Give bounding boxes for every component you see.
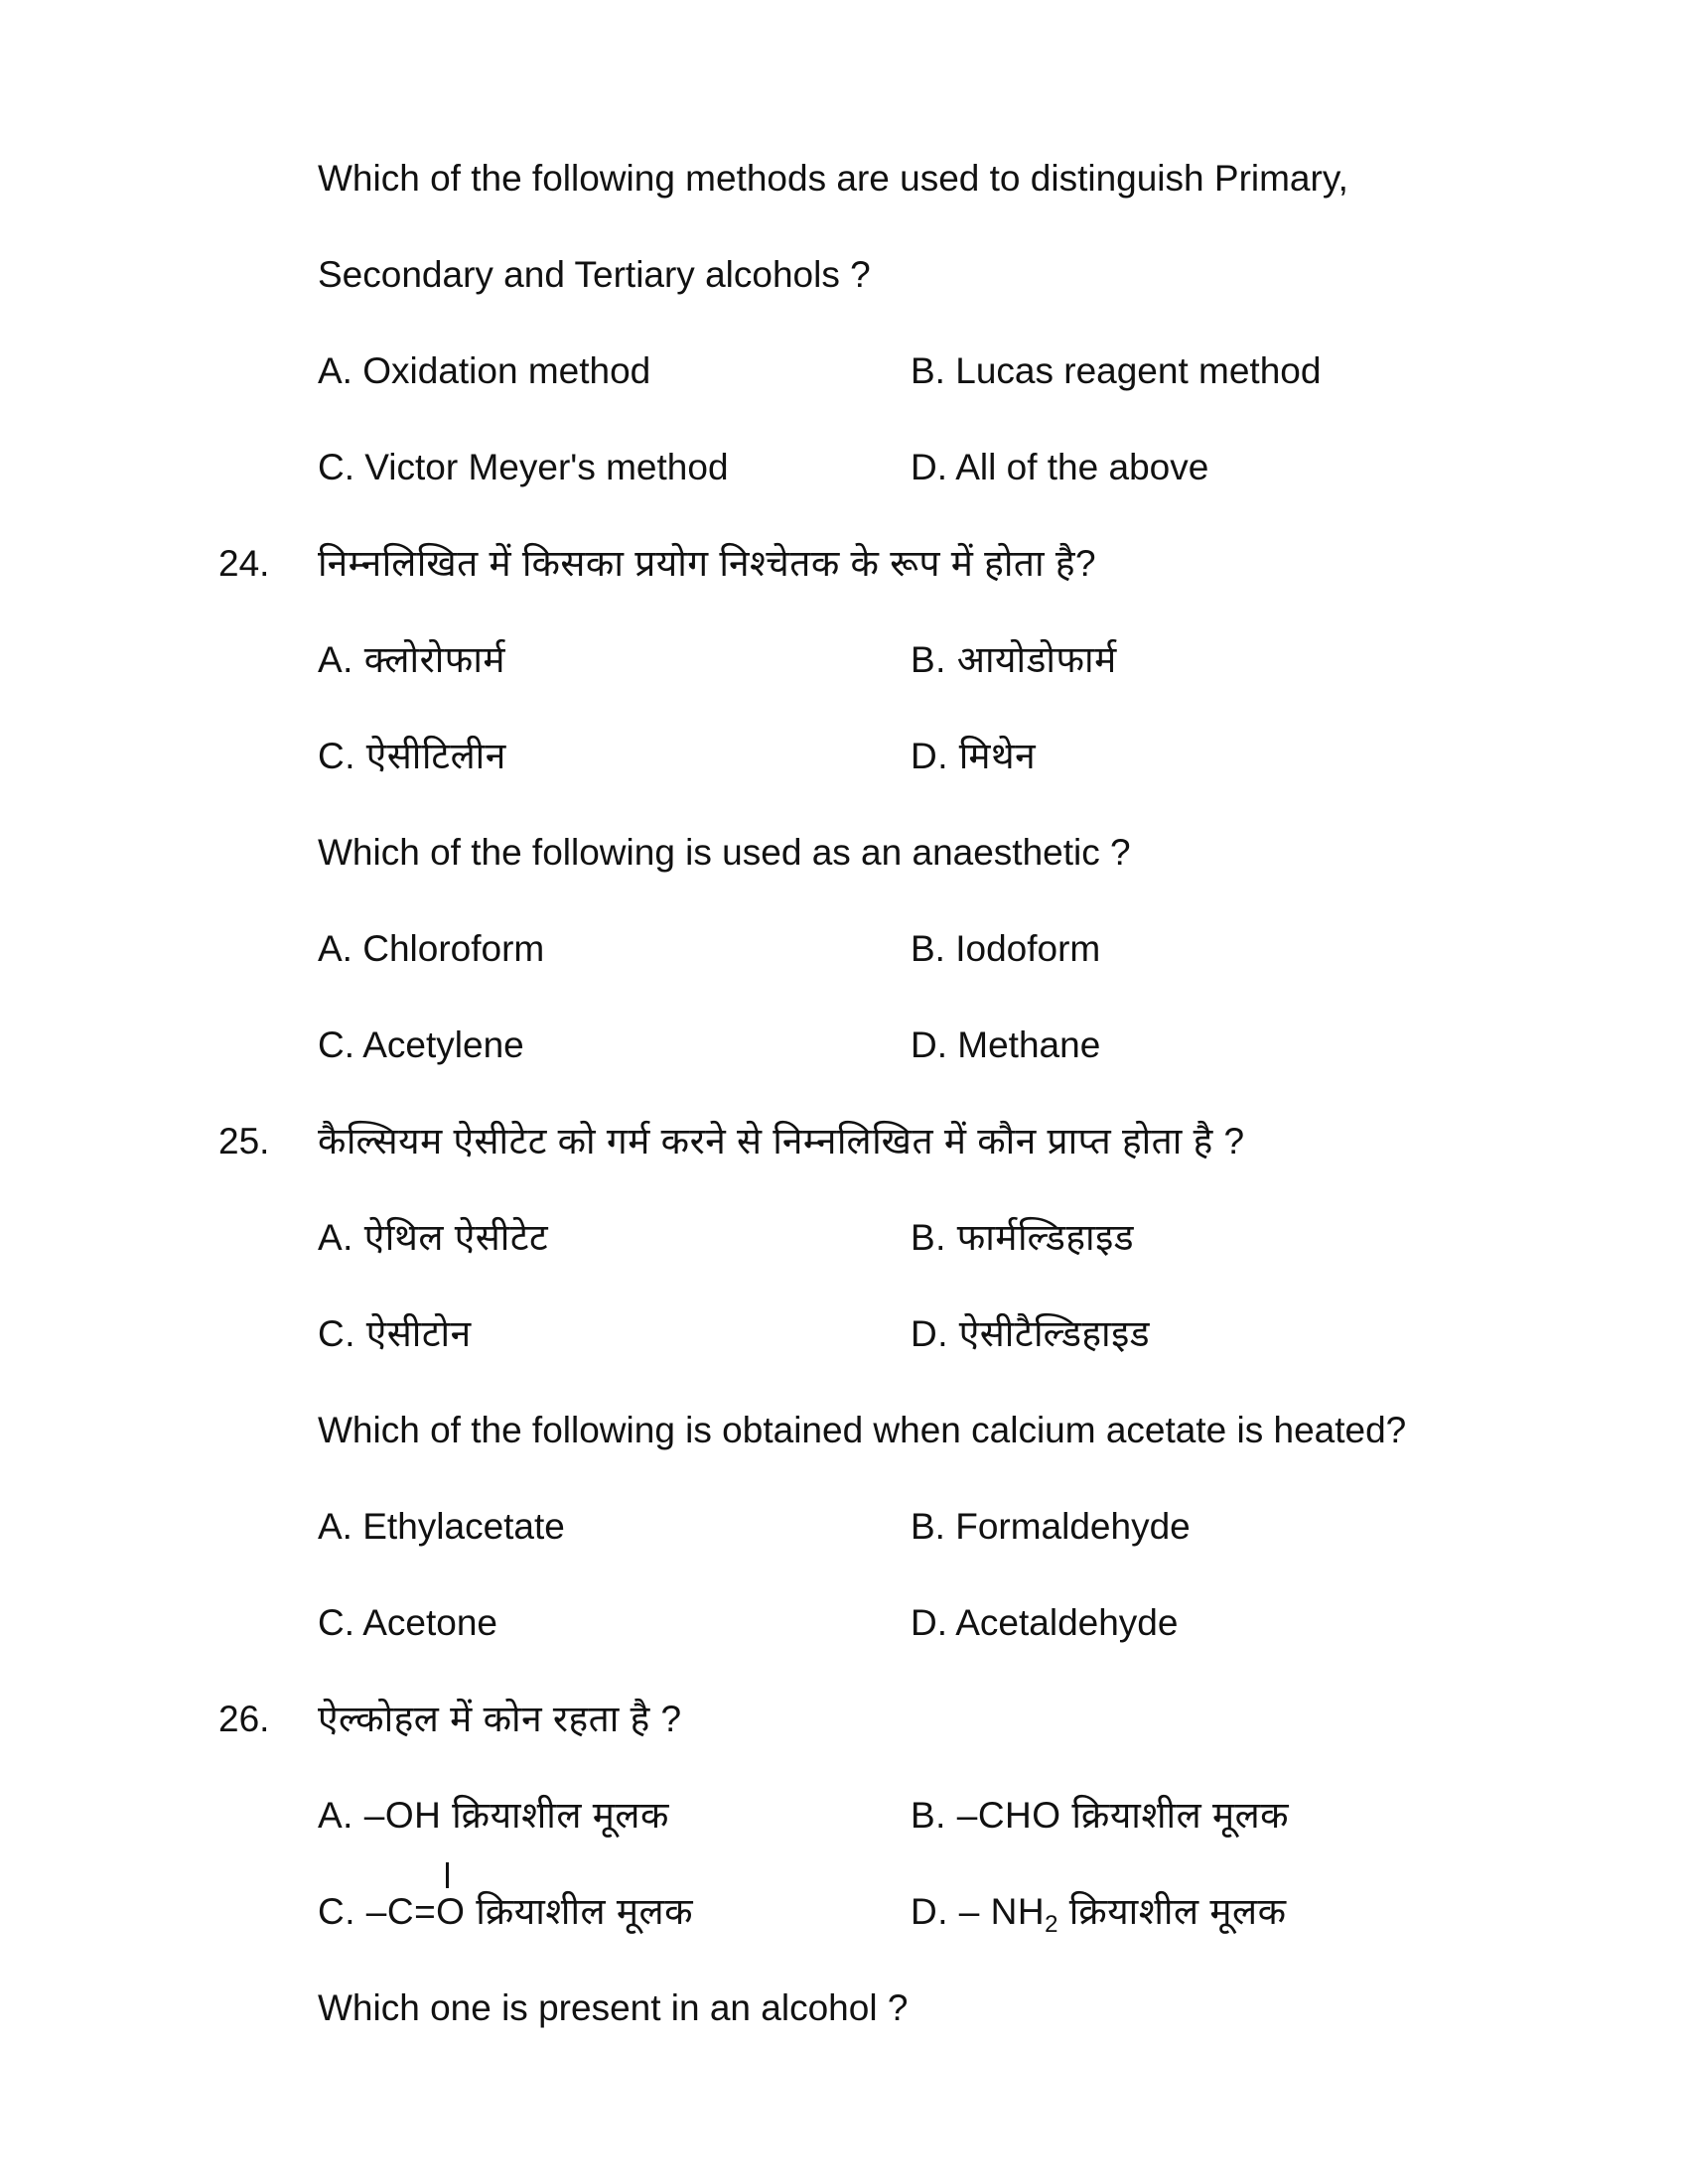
q23-option-c: C. Victor Meyer's method: [318, 447, 729, 487]
q26-option-d-prefix: D. – NH: [911, 1891, 1046, 1932]
q25-option-a-hindi: A. ऐथिल ऐसीटेट: [318, 1217, 549, 1258]
q24-option-a-hindi: A. क्लोरोफार्म: [318, 639, 506, 680]
q26-option-c-hindi: [318, 1890, 693, 1934]
carbonyl-formula: [366, 1890, 466, 1934]
q24-option-d: D. Methane: [911, 1024, 1101, 1065]
q25-option-d-hindi: D. ऐसीटैल्डिहाइड: [911, 1313, 1151, 1354]
carbon-bond-line: [446, 1862, 449, 1888]
q23-option-d: D. All of the above: [911, 447, 1209, 487]
q24-number: 24.: [218, 543, 270, 584]
q23-question-line-2: Secondary and Tertiary alcohols ?: [318, 254, 871, 295]
q26-option-d-subscript: 2: [1045, 1911, 1058, 1938]
q26-option-d-hindi: [911, 1890, 1287, 1947]
q25-question-hindi: कैल्सियम ऐसीटेट को गर्म करने से निम्नलिखित में कौन प्राप्त होता है ?: [318, 1121, 1245, 1161]
q25-option-b-hindi: B. फार्मल्डिहाइड: [911, 1217, 1135, 1258]
q24-option-d-hindi: D. मिथेन: [911, 736, 1037, 776]
q26-option-b-hindi: B. –CHO क्रियाशील मूलक: [911, 1795, 1290, 1836]
q26-question-hindi: ऐल्कोहल में कोन रहता है ?: [318, 1699, 682, 1739]
q24-option-b: B. Iodoform: [911, 928, 1101, 969]
q26-question-english: Which one is present in an alcohol ?: [318, 1987, 909, 2028]
q24-option-b-hindi: B. आयोडोफार्म: [911, 639, 1117, 680]
q24-option-c: C. Acetylene: [318, 1024, 524, 1065]
q25-option-c-hindi: C. ऐसीटोन: [318, 1313, 472, 1354]
q26-number: 26.: [218, 1699, 270, 1739]
carbonyl-formula-text: –C=O: [365, 1891, 466, 1932]
q23-option-b: B. Lucas reagent method: [911, 350, 1322, 391]
q26-option-c-prefix: C.: [318, 1891, 366, 1932]
q26-option-a-hindi: A. –OH क्रियाशील मूलक: [318, 1795, 669, 1836]
q25-option-a: A. Ethylacetate: [318, 1506, 565, 1547]
q25-option-c: C. Acetone: [318, 1602, 498, 1643]
q24-question-english: Which of the following is used as an anaesthetic ?: [318, 832, 1131, 873]
q24-option-a: A. Chloroform: [318, 928, 545, 969]
q24-question-hindi: निम्नलिखित में किसका प्रयोग निश्चेतक के रूप में होता है?: [318, 543, 1097, 584]
q25-number: 25.: [218, 1121, 270, 1161]
q23-option-a: A. Oxidation method: [318, 350, 651, 391]
q25-option-d: D. Acetaldehyde: [911, 1602, 1179, 1643]
q25-option-b: B. Formaldehyde: [911, 1506, 1191, 1547]
q26-option-d-suffix: क्रियाशील मूलक: [1057, 1891, 1287, 1932]
q23-question-line-1: Which of the following methods are used to distinguish Primary,: [318, 158, 1348, 199]
q26-option-c-suffix: क्रियाशील मूलक: [465, 1891, 694, 1932]
q24-option-c-hindi: C. ऐसीटिलीन: [318, 736, 506, 776]
q25-question-english: Which of the following is obtained when calcium acetate is heated?: [318, 1410, 1407, 1450]
